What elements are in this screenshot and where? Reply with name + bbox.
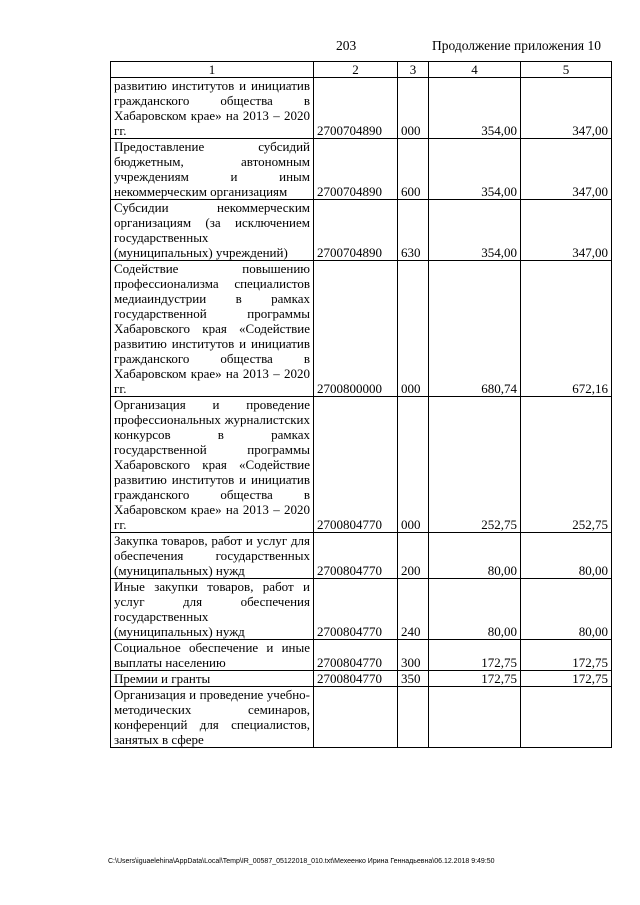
row-code: 2700804770 [314,397,398,533]
row-name: Содействие повышению профессионализма специалистов медиаиндустрии в рамках государственной программы Хабаровского края «Содействие развитию институтов и инициатив гражданского общества в Хабаровском крае» на 2013 – 2020 гг. [111,261,314,397]
row-name: Закупка товаров, работ и услуг для обеспечения государственных (муниципальных) нужд [111,533,314,579]
row-value-2: 252,75 [521,397,612,533]
row-name: Организация и проведение учебно-методических семинаров, конференций для специалистов, занятых в сфере [111,687,314,748]
table-row [111,687,612,748]
table-row [111,579,612,640]
row-name: Субсидии некоммерческим организациям (за исключением государственных (муниципальных) учреждений) [111,200,314,261]
row-code: 2700800000 [314,261,398,397]
row-expense-type: 240 [398,579,429,640]
table-row [111,139,612,200]
row-value-2: 347,00 [521,78,612,139]
row-expense-type: 350 [398,671,429,687]
table-row [111,397,612,533]
row-code [314,687,398,748]
budget-table [110,61,612,748]
column-header: 2 [314,62,398,78]
row-name: развитию институтов и инициатив гражданского общества в Хабаровском крае» на 2013 – 2020 гг. [111,78,314,139]
row-name: Социальное обеспечение и иные выплаты населению [111,640,314,671]
row-value-1: 80,00 [429,533,521,579]
row-value-1: 354,00 [429,139,521,200]
row-name: Организация и проведение профессиональных журналистских конкурсов в рамках государственной программы Хабаровского края «Содействие развитию институтов и инициатив гражданского общества в Хабаровском крае» на 2013 – 2020 гг. [111,397,314,533]
row-value-2: 172,75 [521,671,612,687]
appendix-label: Продолжение приложения 10 [432,38,602,53]
table-row [111,78,612,139]
table-header-row [111,62,612,78]
column-header: 1 [111,62,314,78]
column-header: 4 [429,62,521,78]
row-value-1: 172,75 [429,671,521,687]
table-row [111,671,612,687]
row-value-2 [521,687,612,748]
row-expense-type: 630 [398,200,429,261]
row-value-1 [429,687,521,748]
row-name: Иные закупки товаров, работ и услуг для обеспечения государственных (муниципальных) нужд [111,579,314,640]
page-number: 203 [336,38,357,53]
row-value-2: 80,00 [521,533,612,579]
row-code: 2700804770 [314,533,398,579]
row-value-2: 672,16 [521,261,612,397]
row-code: 2700704890 [314,200,398,261]
row-code: 2700704890 [314,78,398,139]
row-value-2: 347,00 [521,200,612,261]
row-expense-type: 000 [398,78,429,139]
row-expense-type [398,687,429,748]
row-expense-type: 300 [398,640,429,671]
table-row [111,640,612,671]
row-expense-type: 000 [398,261,429,397]
row-value-2: 80,00 [521,579,612,640]
row-value-1: 172,75 [429,640,521,671]
footer-file-path: C:\Users\iguaelehina\AppData\Local\Temp\IR_00587_05122018_010.txt\Мехеенко Ирина Геннадьевна\06.12.2018 9:49:50 [108,858,495,865]
row-value-1: 354,00 [429,200,521,261]
row-name: Премии и гранты [111,671,314,687]
table-row [111,261,612,397]
row-code: 2700804770 [314,640,398,671]
row-value-2: 172,75 [521,640,612,671]
row-code: 2700704890 [314,139,398,200]
table-row [111,533,612,579]
table-row [111,200,612,261]
row-expense-type: 000 [398,397,429,533]
row-value-1: 80,00 [429,579,521,640]
row-value-2: 347,00 [521,139,612,200]
row-expense-type: 200 [398,533,429,579]
row-value-1: 354,00 [429,78,521,139]
row-code: 2700804770 [314,579,398,640]
row-value-1: 252,75 [429,397,521,533]
row-code: 2700804770 [314,671,398,687]
column-header: 3 [398,62,429,78]
row-expense-type: 600 [398,139,429,200]
row-value-1: 680,74 [429,261,521,397]
column-header: 5 [521,62,612,78]
row-name: Предоставление субсидий бюджетным, автономным учреждениям и иным некоммерческим организациям [111,139,314,200]
